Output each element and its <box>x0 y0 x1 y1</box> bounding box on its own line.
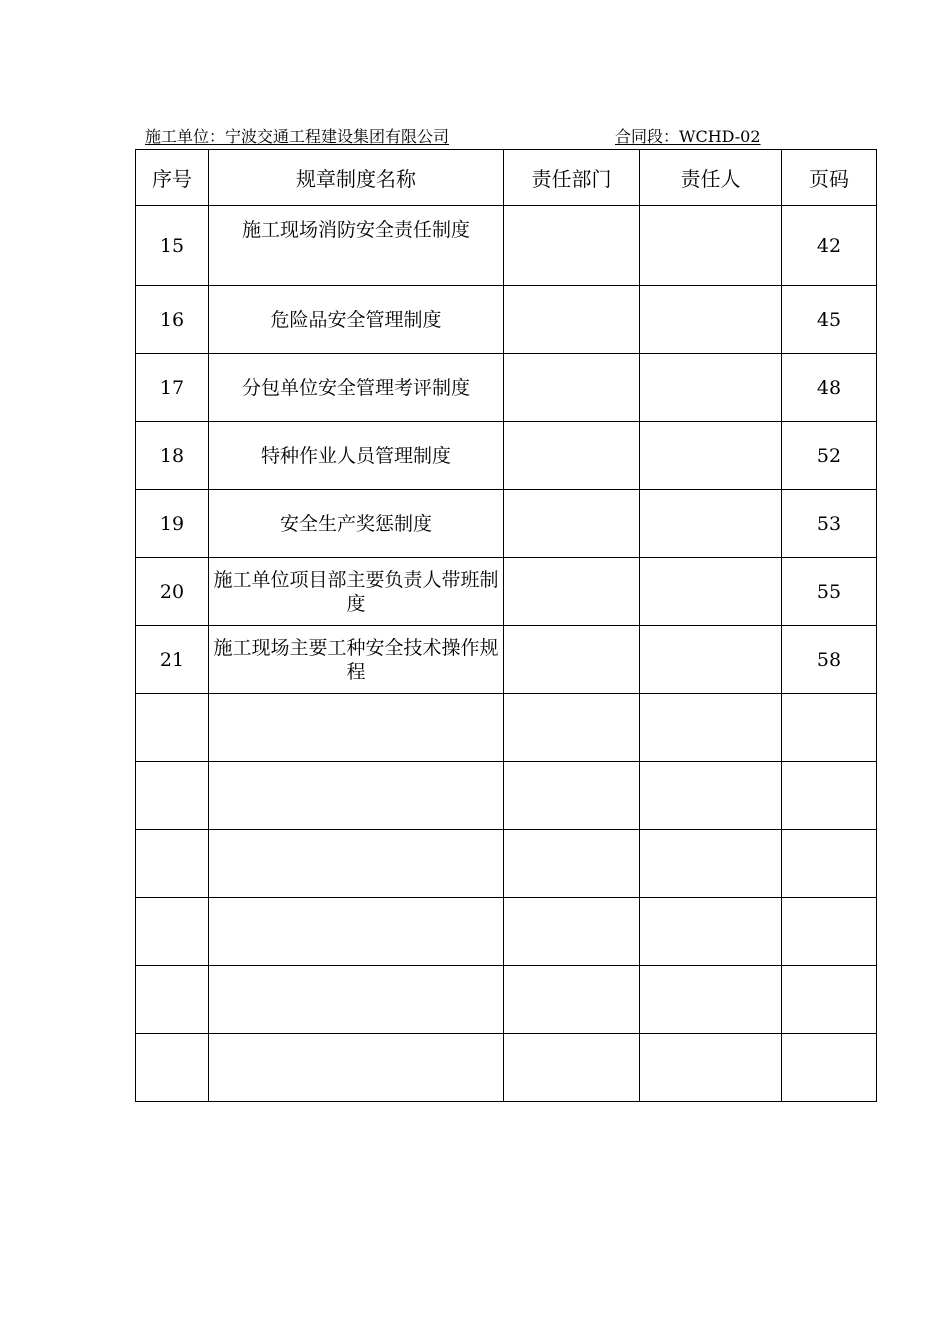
regulations-table <box>135 149 877 1102</box>
person-cell <box>640 354 782 422</box>
department-cell <box>504 286 640 354</box>
department-cell <box>504 490 640 558</box>
construction-unit-text: 施工单位：宁波交通工程建设集团有限公司 <box>145 127 450 146</box>
table-row <box>136 354 877 422</box>
table-row <box>136 694 877 762</box>
table-row <box>136 1034 877 1102</box>
page-number <box>782 898 877 966</box>
row-number <box>136 1034 209 1102</box>
row-number <box>136 830 209 898</box>
person-cell <box>640 830 782 898</box>
page-number: 58 <box>782 626 877 694</box>
column-header-responsible-person: 责任人 <box>640 150 782 206</box>
table-row <box>136 206 877 286</box>
row-number: 19 <box>136 490 209 558</box>
department-cell <box>504 626 640 694</box>
person-cell <box>640 286 782 354</box>
regulation-name <box>209 694 504 762</box>
regulation-name: 分包单位安全管理考评制度 <box>209 354 504 422</box>
table-row <box>136 490 877 558</box>
row-number <box>136 898 209 966</box>
page-number: 48 <box>782 354 877 422</box>
page-number <box>782 1034 877 1102</box>
row-number: 21 <box>136 626 209 694</box>
regulation-name <box>209 830 504 898</box>
person-cell <box>640 626 782 694</box>
regulation-name: 危险品安全管理制度 <box>209 286 504 354</box>
department-cell <box>504 206 640 286</box>
regulation-name <box>209 762 504 830</box>
table-row <box>136 830 877 898</box>
department-cell <box>504 558 640 626</box>
department-cell <box>504 966 640 1034</box>
regulation-name: 特种作业人员管理制度 <box>209 422 504 490</box>
table-row <box>136 422 877 490</box>
person-cell <box>640 966 782 1034</box>
table-header-row <box>136 150 877 206</box>
table-row <box>136 286 877 354</box>
person-cell <box>640 1034 782 1102</box>
person-cell <box>640 898 782 966</box>
row-number <box>136 762 209 830</box>
page-number <box>782 694 877 762</box>
person-cell <box>640 694 782 762</box>
row-number: 17 <box>136 354 209 422</box>
page-number: 53 <box>782 490 877 558</box>
page-number: 52 <box>782 422 877 490</box>
row-number: 18 <box>136 422 209 490</box>
page-number <box>782 830 877 898</box>
person-cell <box>640 206 782 286</box>
regulation-name <box>209 966 504 1034</box>
page-number <box>782 762 877 830</box>
column-header-department: 责任部门 <box>504 150 640 206</box>
page-number: 55 <box>782 558 877 626</box>
row-number: 15 <box>136 206 209 286</box>
column-header-regulation-name: 规章制度名称 <box>209 150 504 206</box>
department-cell <box>504 1034 640 1102</box>
regulation-name: 施工现场主要工种安全技术操作规程 <box>209 626 504 694</box>
regulation-name: 安全生产奖惩制度 <box>209 490 504 558</box>
table-row <box>136 626 877 694</box>
contract-section-label: 合同段：WCHD-02 <box>615 127 761 146</box>
column-header-number: 序号 <box>136 150 209 206</box>
row-number <box>136 966 209 1034</box>
department-cell <box>504 422 640 490</box>
page-number: 45 <box>782 286 877 354</box>
document-header <box>145 126 775 148</box>
person-cell <box>640 490 782 558</box>
table-row <box>136 898 877 966</box>
person-cell <box>640 762 782 830</box>
row-number: 20 <box>136 558 209 626</box>
table-row <box>136 762 877 830</box>
row-number <box>136 694 209 762</box>
person-cell <box>640 422 782 490</box>
person-cell <box>640 558 782 626</box>
table-row <box>136 966 877 1034</box>
regulation-name: 施工现场消防安全责任制度 <box>209 206 504 286</box>
regulation-name <box>209 1034 504 1102</box>
page-number: 42 <box>782 206 877 286</box>
department-cell <box>504 694 640 762</box>
department-cell <box>504 830 640 898</box>
department-cell <box>504 354 640 422</box>
column-header-page: 页码 <box>782 150 877 206</box>
row-number: 16 <box>136 286 209 354</box>
department-cell <box>504 762 640 830</box>
regulation-name <box>209 898 504 966</box>
table-row <box>136 558 877 626</box>
regulation-name: 施工单位项目部主要负责人带班制度 <box>209 558 504 626</box>
department-cell <box>504 898 640 966</box>
page-number <box>782 966 877 1034</box>
